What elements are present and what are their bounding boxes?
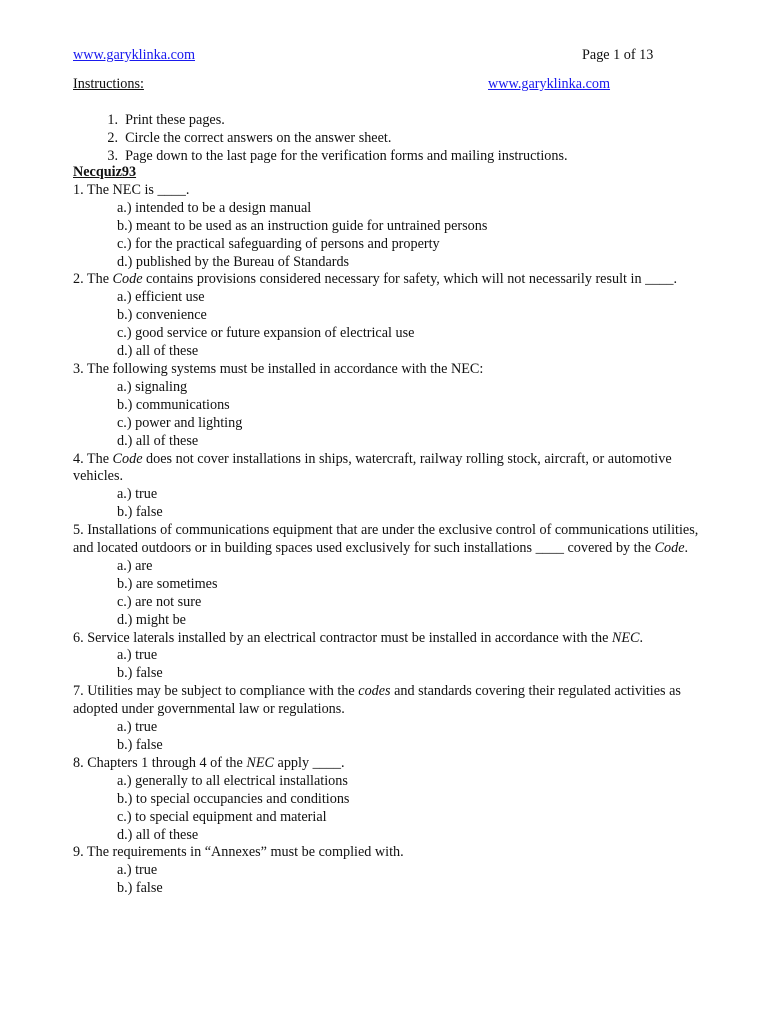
step-number: 2. (107, 130, 118, 146)
question-text-part: 6. Service laterals installed by an electrical contractor must be installed in accordance with the (73, 629, 612, 646)
question-text-part: 7. Utilities may be subject to compliance with the (73, 683, 359, 700)
question-item (73, 630, 713, 684)
instruction-step (73, 147, 713, 165)
question-text-part: 9. The requirements in “Annexes” must be complied with. (73, 844, 404, 861)
answer-option: a.) signaling (117, 378, 188, 395)
question-item (73, 522, 713, 629)
question-text-italic: NEC (611, 629, 640, 646)
question-text (73, 361, 713, 379)
question-text-italic: NEC (246, 754, 274, 771)
answer-option: b.) are sometimes (117, 575, 218, 592)
answer-option: b.) false (117, 737, 163, 753)
question-text-part: 8. Chapters 1 through 4 of the (73, 754, 247, 771)
question-list (73, 182, 713, 898)
question-item (73, 683, 713, 755)
question-text-italic: Code (112, 450, 143, 467)
question-text-part: 5. Installations of communications equipment that are under the exclusive control of communications utilities, and located outdoors or in building spaces used exclusively for such installations ____ covered by the (73, 522, 699, 557)
answer-option: d.) all of these (117, 826, 199, 843)
question-text (73, 755, 713, 773)
answer-option: c.) are not sure (117, 593, 202, 610)
answer-option: a.) generally to all electrical installations (117, 772, 348, 789)
answer-option: a.) intended to be a design manual (117, 199, 312, 216)
site-link[interactable]: www.garyklinka.com (73, 47, 196, 63)
answer-option: c.) for the practical safeguarding of persons and property (117, 235, 440, 252)
step-text: Print these pages. (125, 112, 225, 128)
answer-option: d.) all of these (117, 343, 199, 360)
page-number: Page 1 of 13 (582, 47, 654, 63)
question-item (73, 755, 713, 845)
answer-option: b.) false (117, 665, 163, 682)
instruction-step (73, 111, 713, 129)
answer-option: b.) convenience (117, 307, 207, 324)
answer-option: d.) might be (117, 611, 186, 628)
answer-option: a.) are (117, 557, 153, 574)
answer-option: c.) power and lighting (117, 414, 243, 431)
answer-option: b.) meant to be used as an instruction guide for untrained persons (117, 217, 488, 234)
answer-option: a.) true (117, 647, 158, 664)
question-text-italic: Code (654, 540, 685, 557)
answer-option: b.) to special occupancies and conditions (117, 790, 350, 807)
answer-option: b.) communications (117, 396, 230, 413)
answer-option: b.) false (117, 880, 163, 897)
question-text-part: and standards covering their regulated activities as adopted under governmental law or regulations. (73, 683, 681, 718)
instruction-steps (73, 111, 713, 165)
answer-option: a.) efficient use (117, 289, 205, 306)
question-text (73, 844, 713, 862)
question-text-part: contains provisions considered necessary for safety, which will not necessarily result in ____. (142, 271, 678, 288)
question-text-part: . (684, 540, 689, 557)
question-text-part: 3. The following systems must be installed in accordance with the NEC: (73, 360, 484, 377)
question-item (73, 182, 713, 272)
step-number: 1. (107, 112, 118, 128)
answer-option: d.) published by the Bureau of Standards (117, 253, 350, 270)
question-text-part: does not cover installations in ships, watercraft, railway rolling stock, aircraft, or automotive vehicles. (73, 450, 672, 485)
answer-option: d.) all of these (117, 432, 199, 449)
instructions-label: Instructions: (73, 76, 144, 92)
question-text-part: 2. The (73, 271, 113, 288)
question-item (73, 844, 713, 898)
question-text-part: 4. The (73, 450, 113, 467)
answer-option: b.) false (117, 504, 163, 521)
question-text-part: apply ____. (273, 754, 345, 771)
instruction-step (73, 129, 713, 147)
answer-option: a.) true (117, 719, 158, 736)
question-item (73, 271, 713, 361)
step-text: Circle the correct answers on the answer sheet. (125, 130, 392, 146)
question-text (73, 630, 713, 648)
answer-option: a.) true (117, 486, 158, 503)
answer-option: a.) true (117, 862, 158, 879)
question-text (73, 271, 713, 289)
question-text-italic: Code (112, 271, 143, 288)
question-text (73, 451, 713, 487)
question-text (73, 182, 713, 200)
question-text-italic: codes (358, 683, 391, 700)
question-text (73, 522, 713, 558)
question-text-part: 1. The NEC is ____. (73, 181, 190, 198)
question-text-part: . (639, 629, 644, 646)
question-text (73, 683, 713, 719)
question-item (73, 361, 713, 451)
quiz-title: Necquiz93 (73, 164, 137, 180)
step-text: Page down to the last page for the verification forms and mailing instructions. (125, 148, 568, 164)
quiz-section (73, 164, 713, 898)
answer-option: c.) to special equipment and material (117, 808, 327, 825)
question-item (73, 451, 713, 523)
answer-option: c.) good service or future expansion of electrical use (117, 325, 415, 342)
step-number: 3. (107, 148, 118, 164)
instructions-site-link[interactable]: www.garyklinka.com (488, 76, 611, 92)
